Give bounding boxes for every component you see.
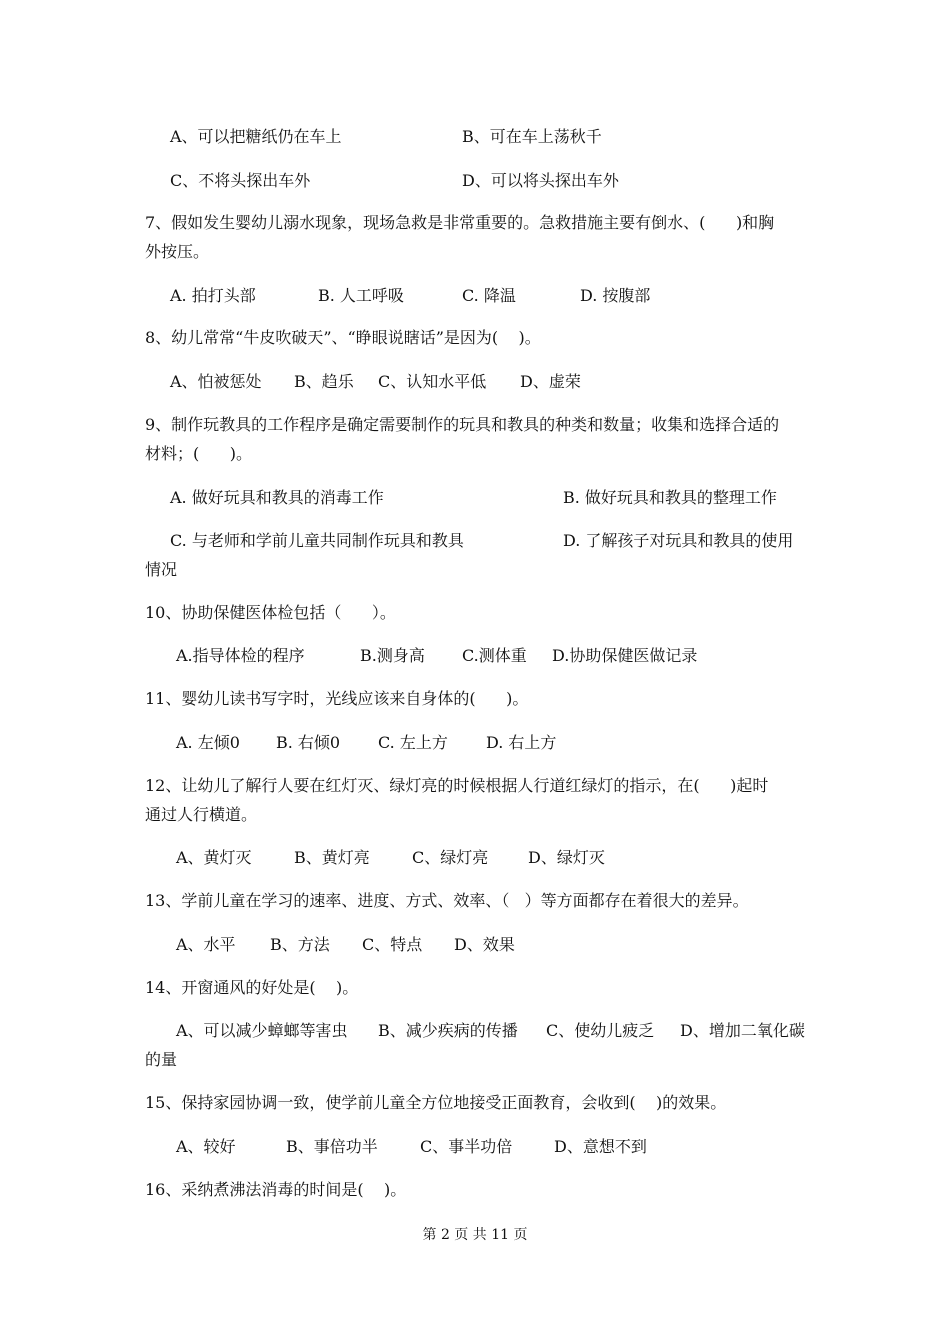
q13-option-a: A、水平 (176, 935, 236, 954)
q6-option-d: D、可以将头探出车外 (462, 171, 619, 190)
q7-option-c: C. 降温 (462, 286, 516, 305)
q14-option-d-line2: 的量 (145, 1050, 178, 1069)
q7-option-a: A. 拍打头部 (170, 286, 256, 305)
q12-stem-line1: 12、让幼儿了解行人要在红灯灭、绿灯亮的时候根据人行道红绿灯的指示，在( )起时 (145, 776, 769, 795)
q6-option-c: C、不将头探出车外 (170, 171, 311, 190)
q9-option-d-line2: 情况 (145, 560, 178, 579)
q12-stem-line2: 通过人行横道。 (145, 805, 258, 824)
q12-option-a: A、黄灯灭 (176, 848, 252, 867)
q9-stem-line1: 9、制作玩教具的工作程序是确定需要制作的玩具和教具的种类和数量；收集和选择合适的 (145, 415, 780, 434)
q13-option-c: C、特点 (362, 935, 423, 954)
q15-option-d: D、意想不到 (554, 1137, 647, 1156)
q9-stem-line2: 材料；( )。 (145, 444, 253, 463)
q13-stem: 13、学前儿童在学习的速率、进度、方式、效率、（ ）等方面都存在着很大的差异。 (145, 891, 749, 910)
q7-option-b: B. 人工呼吸 (318, 286, 404, 305)
q13-option-d: D、效果 (454, 935, 515, 954)
q14-stem: 14、开窗通风的好处是( )。 (145, 978, 359, 997)
q6-option-b: B、可在车上荡秋千 (462, 127, 602, 146)
q8-option-c: C、认知水平低 (378, 372, 487, 391)
q10-option-a: A.指导体检的程序 (176, 646, 305, 665)
q16-stem: 16、采纳煮沸法消毒的时间是( )。 (145, 1180, 407, 1199)
q9-option-a: A. 做好玩具和教具的消毒工作 (170, 488, 384, 507)
q9-option-b: B. 做好玩具和教具的整理工作 (563, 488, 777, 507)
q12-option-d: D、绿灯灭 (528, 848, 605, 867)
q14-option-a: A、可以减少蟑螂等害虫 (176, 1021, 348, 1040)
q8-option-d: D、虚荣 (520, 372, 581, 391)
q10-option-b: B.测身高 (360, 646, 425, 665)
q11-option-a: A. 左倾0 (176, 733, 240, 752)
q8-option-a: A、怕被惩处 (170, 372, 262, 391)
page-number-footer: 第 2 页 共 11 页 (422, 1227, 528, 1243)
q12-option-b: B、黄灯亮 (294, 848, 370, 867)
q7-option-d: D. 按腹部 (580, 286, 651, 305)
q14-option-c: C、使幼儿疲乏 (546, 1021, 655, 1040)
q11-option-b: B. 右倾0 (276, 733, 341, 752)
q15-option-a: A、较好 (176, 1137, 236, 1156)
q11-option-c: C. 左上方 (378, 733, 448, 752)
q10-option-c: C.测体重 (462, 646, 527, 665)
q7-stem-line1: 7、假如发生婴幼儿溺水现象，现场急救是非常重要的。急救措施主要有倒水、( )和胸 (145, 213, 775, 232)
q12-option-c: C、绿灯亮 (412, 848, 489, 867)
q8-option-b: B、趋乐 (294, 372, 354, 391)
q7-stem-line2: 外按压。 (145, 242, 210, 261)
q9-option-c: C. 与老师和学前儿童共同制作玩具和教具 (170, 531, 464, 550)
q8-stem: 8、幼儿常常“牛皮吹破天”、“睁眼说瞎话”是因为( )。 (145, 328, 541, 347)
q11-option-d: D. 右上方 (486, 733, 557, 752)
q13-option-b: B、方法 (270, 935, 330, 954)
q14-option-b: B、减少疾病的传播 (378, 1021, 518, 1040)
q15-option-c: C、事半功倍 (420, 1137, 513, 1156)
q9-option-d-line1: D. 了解孩子对玩具和教具的使用 (563, 531, 794, 550)
q15-option-b: B、事倍功半 (286, 1137, 378, 1156)
q14-option-d-line1: D、增加二氧化碳 (680, 1021, 805, 1040)
q15-stem: 15、保持家园协调一致，使学前儿童全方位地接受正面教育，会收到( )的效果。 (145, 1093, 727, 1112)
q11-stem: 11、婴幼儿读书写字时，光线应该来自身体的( )。 (145, 689, 529, 708)
q6-option-a: A、可以把糖纸仍在车上 (170, 127, 342, 146)
q10-stem: 10、协助保健医体检包括（ ）。 (145, 603, 396, 622)
q10-option-d: D.协助保健医做记录 (552, 646, 698, 665)
